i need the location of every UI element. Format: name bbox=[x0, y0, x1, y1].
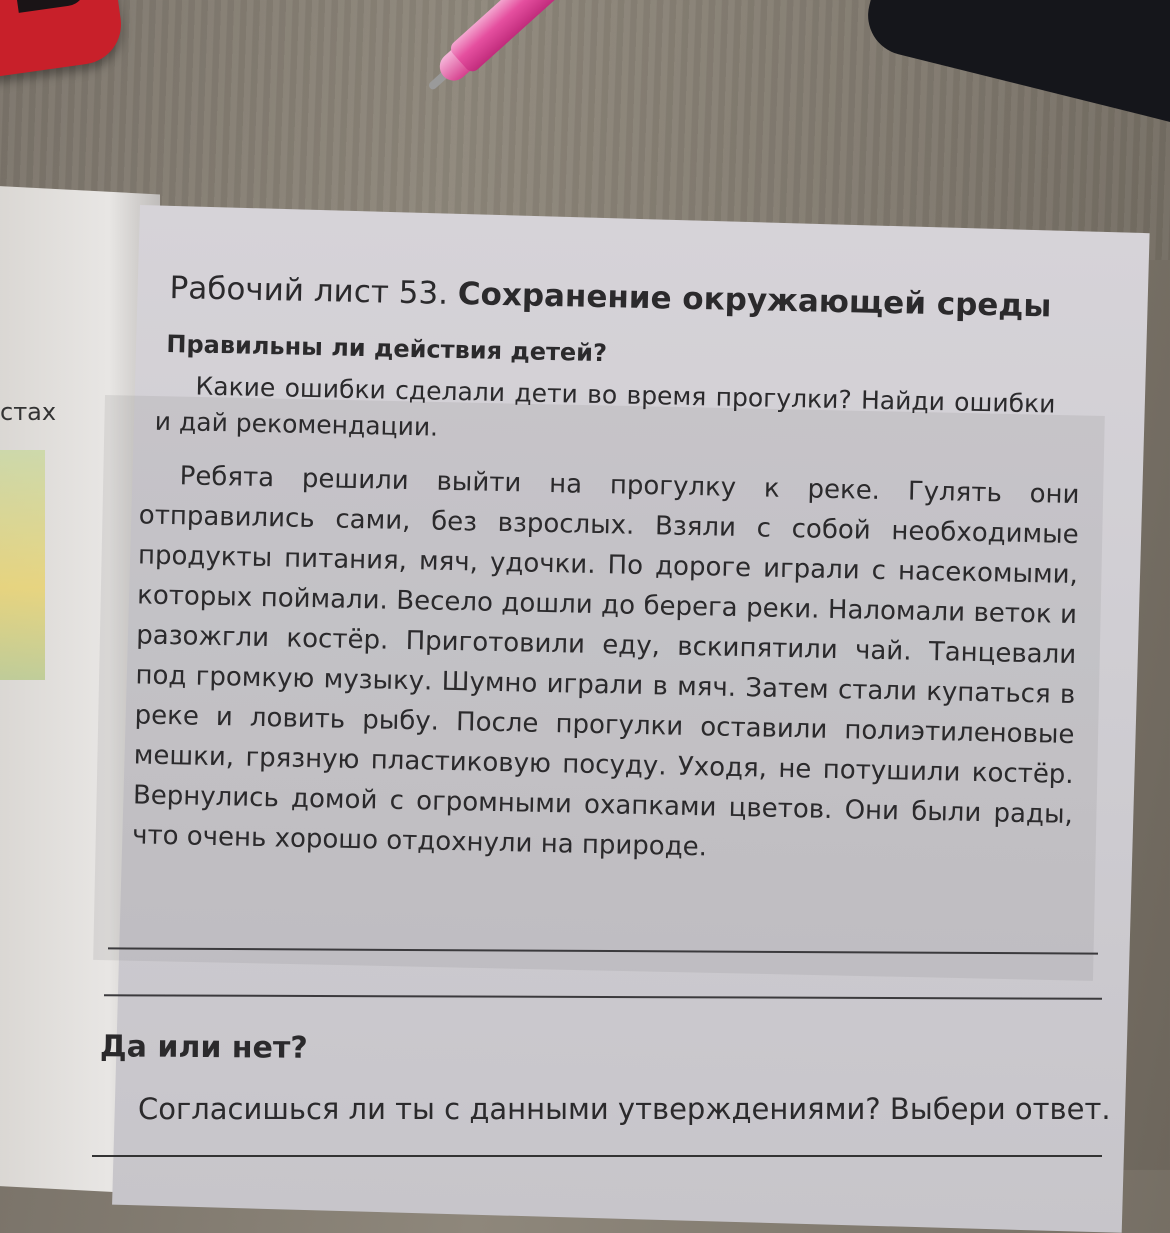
left-page-text-fragment: стах bbox=[0, 398, 57, 426]
story-text: Ребята решили выйти на прогулку к реке. Гулять они отправились сами, без взрослых. Взяли с собой необходимые продукты питания, мяч, удочки. По дороге играли с насекомыми, которых поймали. Весело дошли до берега реки. Наломали веток и разожгли костёр. Приготовили еду, вскипятили чай. Танцевали под громкую музыку. Шумно играли в мяч. Затем стали купаться в реке и ловить рыбу. После прогулки оставили полиэтиленовые мешки, грязную пластиковую посуду. Уходя, не потушили костёр. Вернулись домой с огромными охапками цветов. Они были рады, что очень хорошо отдохнули на природе. bbox=[131, 461, 1080, 863]
task-instruction: Какие ошибки сделали дети во время прогулки? Найди ошибки и дай рекомендации. bbox=[154, 371, 1056, 442]
left-page-illustration bbox=[0, 450, 45, 680]
worksheet-content bbox=[131, 270, 1080, 874]
section-heading: Да или нет? bbox=[99, 1029, 308, 1066]
red-object-inner bbox=[10, 0, 88, 13]
sheet-number: Рабочий лист 53. bbox=[169, 270, 449, 312]
table-top-border bbox=[92, 1155, 1102, 1157]
worksheet-subtitle: Правильны ли действия детей? bbox=[166, 329, 608, 368]
worksheet-topic: Сохранение окружающей среды bbox=[457, 276, 1052, 325]
section-instruction: Согласишься ли ты с данными утверждениями? Выбери ответ. bbox=[138, 1092, 1111, 1126]
